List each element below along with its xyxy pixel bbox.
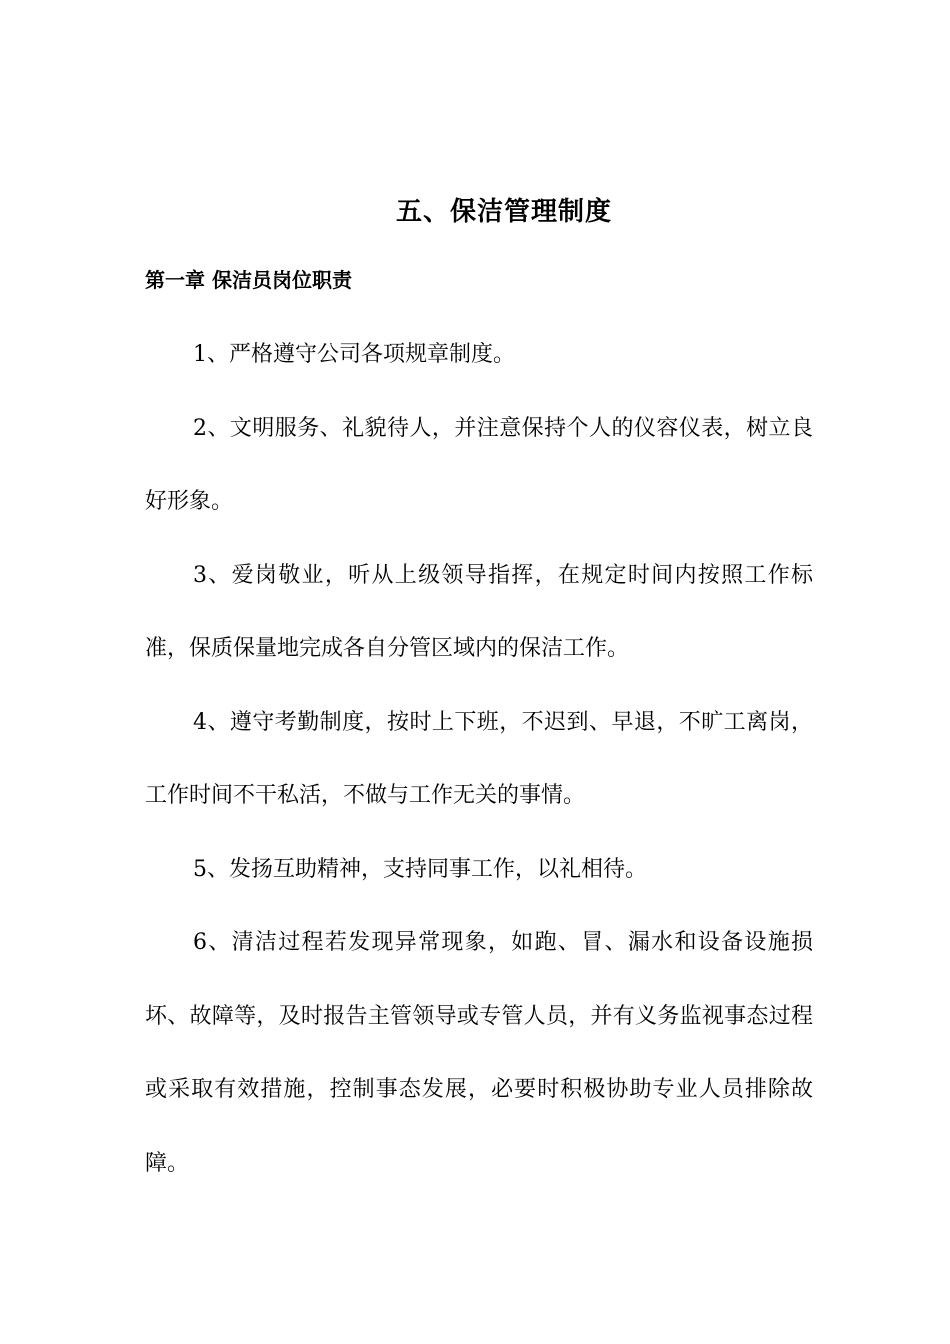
clause-2: 2、文明服务、礼貌待人，并注意保持个人的仪容仪表，树立良好形象。 <box>145 415 813 514</box>
document-title: 五、保洁管理制度 <box>395 197 612 227</box>
clause-6: 6、清洁过程若发现异常现象，如跑、冒、漏水和设备设施损坏、故障等，及时报告主管领导或专管人员，并有义务监视事态过程或采取有效措施，控制事态发展，必要时积极协助专业人员排除故障。 <box>145 930 813 1176</box>
clause-4: 4、遵守考勤制度，按时上下班，不迟到、早退，不旷工离岗，工作时间不干私活，不做与工作无关的事情。 <box>145 709 813 808</box>
clause-1: 1、严格遵守公司各项规章制度。 <box>193 342 515 367</box>
clause-3: 3、爱岗敬业，听从上级领导指挥，在规定时间内按照工作标准，保质保量地完成各自分管区域内的保洁工作。 <box>145 562 813 661</box>
clause-list <box>145 318 813 1200</box>
chapter-heading: 第一章 保洁员岗位职责 <box>145 268 352 292</box>
clause-5: 5、发扬互助精神，支持同事工作，以礼相待。 <box>193 856 647 882</box>
